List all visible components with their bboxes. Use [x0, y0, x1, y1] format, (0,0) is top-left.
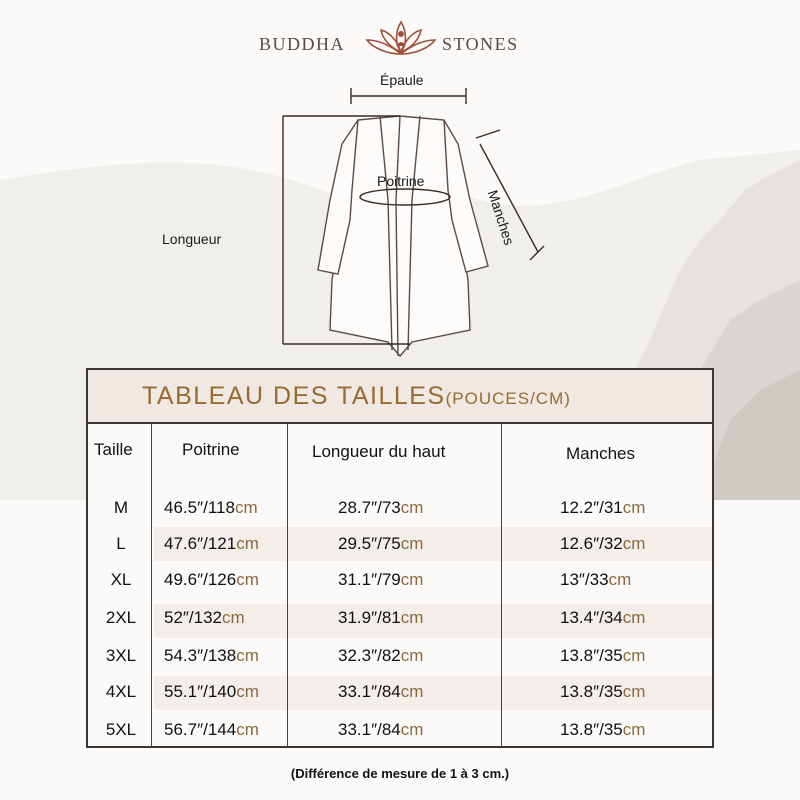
- cell-value: 32.3″/82: [338, 646, 401, 665]
- cell-unit: cm: [400, 608, 424, 627]
- size-5xl: 5XL: [105, 720, 137, 739]
- cell-length_in: [338, 646, 423, 666]
- cell-value: 33.1″/84: [338, 720, 401, 739]
- shoulder-label: Épaule: [380, 72, 424, 88]
- cell-sleeve_in: [560, 646, 645, 666]
- cell-sleeve_in: [560, 682, 645, 702]
- header-size: Taille: [94, 440, 133, 459]
- brand-logo: [0, 22, 800, 62]
- column-divider: [287, 422, 288, 748]
- cell-unit: cm: [236, 720, 259, 739]
- header-length: Longueur du haut: [312, 442, 446, 461]
- cell-unit: cm: [622, 682, 646, 701]
- cell-chest_in: [164, 608, 245, 628]
- cell-value: 31.9″/81: [338, 608, 401, 627]
- cell-value: 13″/33: [560, 570, 609, 589]
- cell-unit: cm: [400, 682, 424, 701]
- cell-sleeve_in: [560, 608, 645, 628]
- cell-chest_in: [164, 646, 259, 666]
- cell-value: 28.7″/73: [338, 498, 401, 517]
- size-4xl: 4XL: [105, 682, 137, 701]
- cell-unit: cm: [236, 570, 259, 589]
- cell-value: 47.6″/121: [164, 534, 237, 553]
- cell-unit: cm: [622, 608, 646, 627]
- cell-chest_in: [164, 570, 259, 590]
- cell-sleeve_in: [560, 570, 631, 590]
- column-divider: [501, 422, 502, 748]
- cell-value: 13.8″/35: [560, 682, 623, 701]
- cell-unit: cm: [236, 534, 259, 553]
- cell-unit: cm: [400, 534, 424, 553]
- cell-length_in: [338, 720, 423, 740]
- cell-value: 29.5″/75: [338, 534, 401, 553]
- cell-unit: cm: [622, 720, 646, 739]
- lotus-meditation-icon: [363, 18, 439, 62]
- measurement-footnote: (Différence de mesure de 1 à 3 cm.): [290, 766, 510, 781]
- cell-chest_in: [164, 534, 259, 554]
- cell-length_in: [338, 534, 423, 554]
- robe-outline: [0, 60, 800, 370]
- cell-value: 12.2″/31: [560, 498, 623, 517]
- header-chest: Poitrine: [182, 440, 240, 459]
- size-2xl: 2XL: [105, 608, 137, 627]
- cell-unit: cm: [400, 720, 424, 739]
- cell-value: 33.1″/84: [338, 682, 401, 701]
- cell-unit: cm: [236, 682, 259, 701]
- cell-unit: cm: [622, 498, 646, 517]
- size-m: M: [113, 498, 129, 517]
- cell-chest_in: [164, 498, 258, 518]
- cell-value: 49.6″/126: [164, 570, 237, 589]
- cell-value: 31.1″/79: [338, 570, 401, 589]
- cell-value: 52″/132: [164, 608, 223, 627]
- header-sleeves: Manches: [566, 444, 635, 463]
- cell-value: 46.5″/118: [164, 498, 235, 517]
- table-title-units: (POUCES/CM): [445, 389, 571, 408]
- cell-value: 13.8″/35: [560, 646, 623, 665]
- cell-unit: cm: [400, 570, 424, 589]
- chest-label: Poitrine: [377, 173, 425, 189]
- cell-length_in: [338, 682, 423, 702]
- cell-length_in: [338, 570, 423, 590]
- cell-chest_in: [164, 682, 259, 702]
- size-xl: XL: [110, 570, 132, 589]
- size-chart-table: [86, 368, 714, 748]
- cell-length_in: [338, 498, 423, 518]
- cell-value: 55.1″/140: [164, 682, 237, 701]
- cell-unit: cm: [400, 646, 424, 665]
- cell-chest_in: [164, 720, 259, 740]
- cell-length_in: [338, 608, 423, 628]
- table-title-main: TABLEAU DES TAILLES: [142, 382, 446, 410]
- cell-sleeve_in: [560, 720, 645, 740]
- cell-unit: cm: [622, 534, 646, 553]
- cell-unit: cm: [400, 498, 424, 517]
- cell-value: 12.6″/32: [560, 534, 623, 553]
- length-label: Longueur: [162, 231, 222, 247]
- cell-sleeve_in: [560, 498, 645, 518]
- cell-value: 13.4″/34: [560, 608, 623, 627]
- cell-sleeve_in: [560, 534, 645, 554]
- sleeves-label: Manches: [484, 188, 518, 247]
- cell-unit: cm: [222, 608, 245, 627]
- cell-value: 56.7″/144: [164, 720, 237, 739]
- cell-value: 13.8″/35: [560, 720, 623, 739]
- logo-text-left: BUDDHA: [259, 34, 346, 54]
- size-3xl: 3XL: [105, 646, 137, 665]
- logo-text-right: STONES: [442, 34, 519, 54]
- cell-unit: cm: [608, 570, 632, 589]
- table-title: [142, 382, 571, 411]
- cell-unit: cm: [622, 646, 646, 665]
- size-l: L: [116, 534, 126, 553]
- cell-value: 54.3″/138: [164, 646, 237, 665]
- garment-diagram: [0, 60, 800, 370]
- cell-unit: cm: [234, 498, 258, 517]
- cell-unit: cm: [236, 646, 259, 665]
- table-title-bar: [88, 370, 712, 424]
